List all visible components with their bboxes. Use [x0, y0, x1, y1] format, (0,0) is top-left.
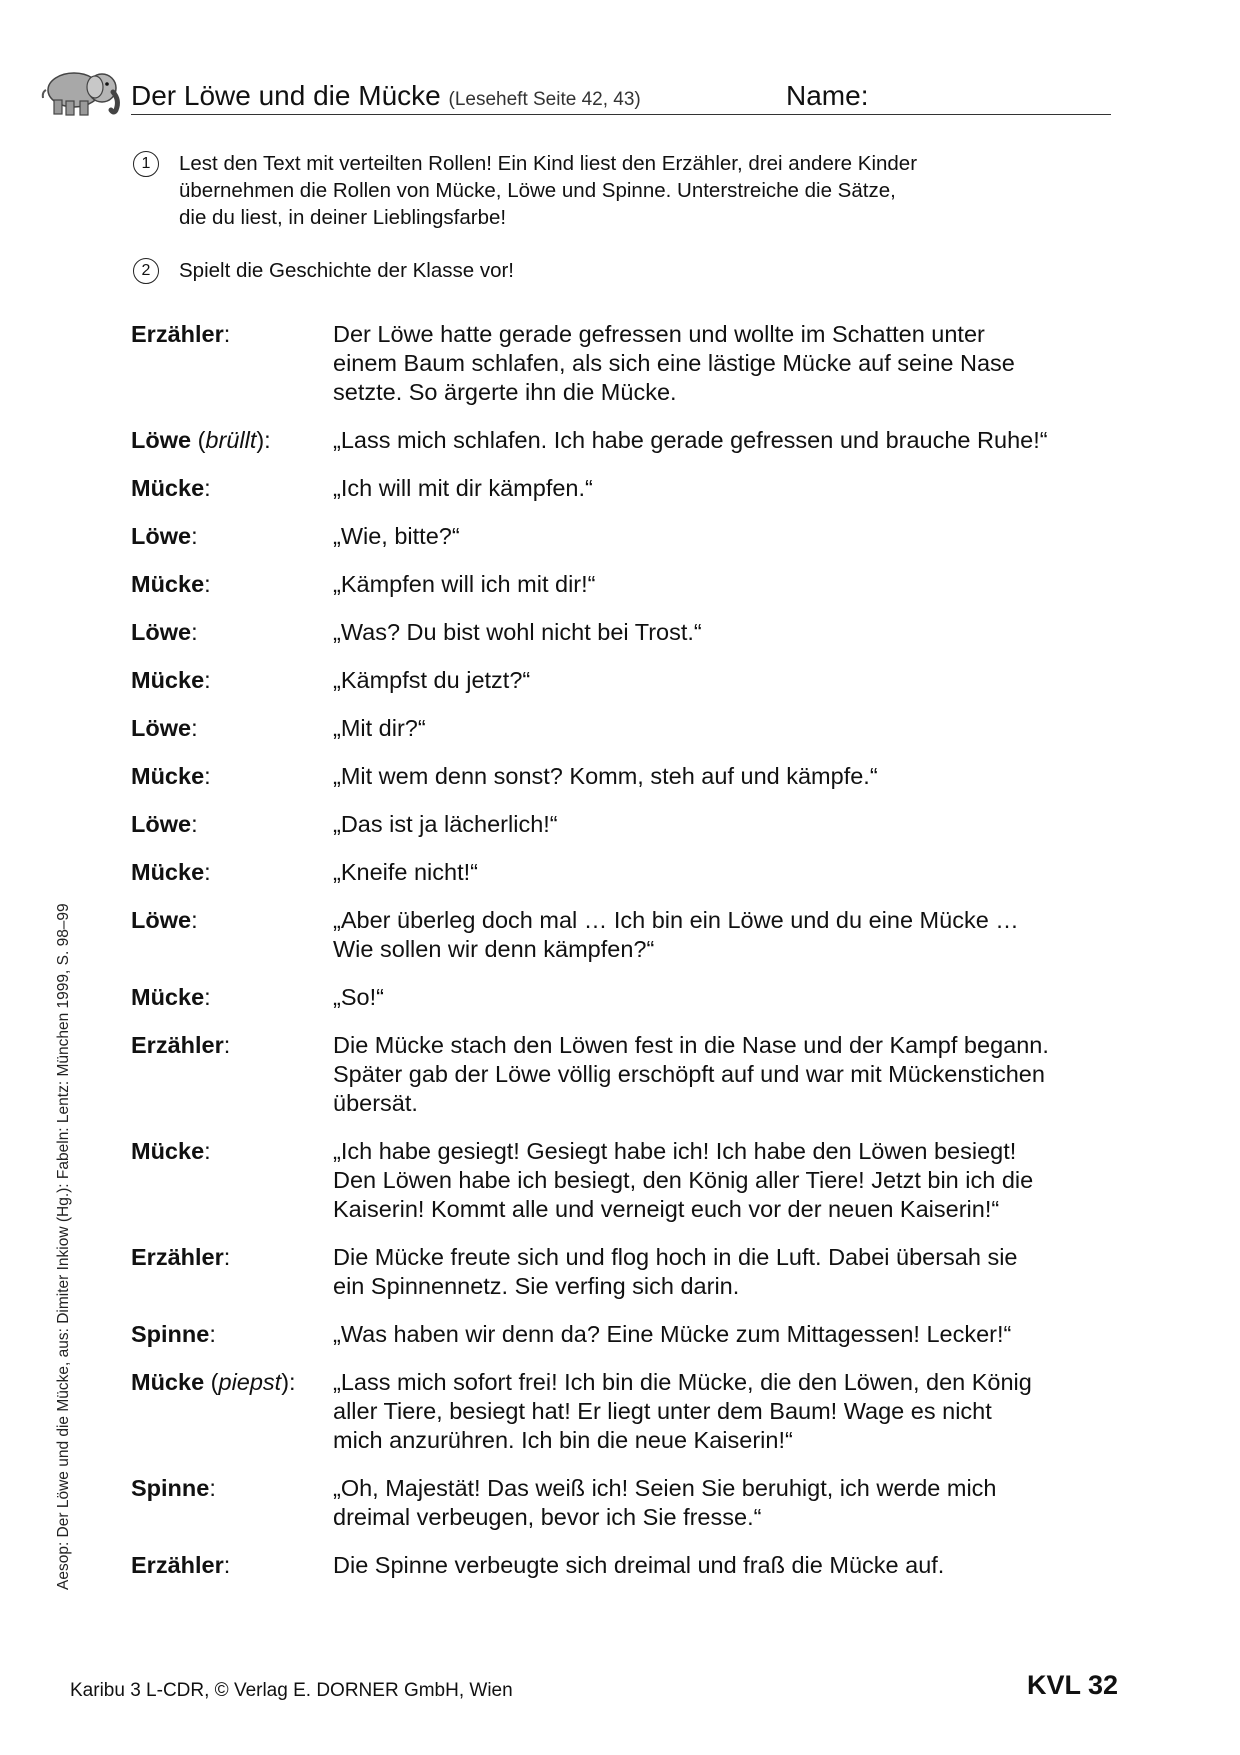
speaker-colon: :: [204, 475, 211, 501]
speaker-colon: :: [223, 1032, 231, 1058]
speech-line: Der Löwe hatte gerade gefressen und wollte im Schatten unter: [333, 321, 985, 347]
speaker-name: Löwe: [131, 427, 192, 453]
speaker-name: Mücke: [131, 475, 205, 501]
speech-line: „Mit wem denn sonst? Komm, steh auf und kämpfe.“: [333, 763, 878, 789]
speaker-name: Erzähler: [131, 1032, 224, 1058]
speaker-label: [131, 1474, 331, 1532]
speaker-label: [131, 522, 331, 551]
speech-line: Später gab der Löwe völlig erschöpft auf und war mit Mückenstichen: [333, 1061, 1045, 1087]
speaker-label: [131, 474, 331, 503]
speech-line: „Kämpfst du jetzt?“: [333, 667, 531, 693]
speaker-label: [131, 320, 331, 407]
speaker-name: Mücke: [131, 859, 205, 885]
speech-text: [331, 1474, 1121, 1532]
speech-text: [331, 762, 1121, 791]
dialog-row: [131, 810, 1121, 839]
speaker-name: Mücke: [131, 984, 205, 1010]
speech-text: [331, 810, 1121, 839]
dialog-row: [131, 1243, 1121, 1301]
speech-line: einem Baum schlafen, als sich eine lästige Mücke auf seine Nase: [333, 350, 1015, 376]
speaker-label: [131, 1320, 331, 1349]
task-1: [133, 150, 1033, 235]
dialog-row: [131, 1551, 1121, 1580]
elephant-logo-icon: [40, 62, 124, 118]
task-1-line: übernehmen die Rollen von Mücke, Löwe und Spinne. Unterstreiche die Sätze,: [179, 179, 896, 202]
task-number-2: 2: [133, 258, 159, 284]
speech-line: Wie sollen wir denn kämpfen?“: [333, 936, 655, 962]
speech-line: Die Mücke stach den Löwen fest in die Nase und der Kampf begann.: [333, 1032, 1049, 1058]
speaker-label: Mücke (piepst):: [131, 1369, 296, 1395]
dialog-row: [131, 1320, 1121, 1349]
task-1-line: Lest den Text mit verteilten Rollen! Ein Kind liest den Erzähler, drei andere Kinder: [179, 152, 918, 175]
speaker-colon: :: [223, 1244, 231, 1270]
speech-line: „Kneife nicht!“: [333, 859, 478, 885]
speech-line: mich anzurühren. Ich bin die neue Kaiserin!“: [333, 1427, 793, 1453]
speaker-colon: :: [191, 811, 198, 837]
speech-text: [331, 522, 1121, 551]
speaker-colon: :: [204, 984, 211, 1010]
speech-line: aller Tiere, besiegt hat! Er liegt unter dem Baum! Wage es nicht: [333, 1398, 992, 1424]
speech-line: „Kämpfen will ich mit dir!“: [333, 571, 596, 597]
header: [131, 80, 1111, 115]
speech-text: [331, 474, 1121, 503]
task-1-line: die du liest, in deiner Lieblingsfarbe!: [179, 206, 507, 229]
footer-publisher: Karibu 3 L-CDR, © Verlag E. DORNER GmbH, Wien: [70, 1680, 513, 1701]
source-citation: Aesop: Der Löwe und die Mücke, aus: Dimiter Inkiow (Hg.): Fabeln: Lentz: München 1999, S. 98–99: [55, 903, 72, 1590]
speaker-colon: :: [204, 763, 211, 789]
speech-line: „Ich habe gesiegt! Gesiegt habe ich! Ich habe den Löwen besiegt!: [333, 1138, 1017, 1164]
speaker-name: Löwe: [131, 619, 192, 645]
speech-line: ein Spinnennetz. Sie verfing sich darin.: [333, 1273, 740, 1299]
speech-line: „Ich will mit dir kämpfen.“: [333, 475, 593, 501]
speech-line: „Oh, Majestät! Das weiß ich! Seien Sie beruhigt, ich werde mich: [333, 1475, 997, 1501]
speaker-name: Spinne: [131, 1475, 210, 1501]
speaker-label: [131, 618, 331, 647]
speech-text: [331, 1551, 1121, 1580]
speaker-colon: :: [204, 1138, 211, 1164]
speaker-label: Löwe (brüllt):: [131, 427, 271, 453]
speech-line: „Mit dir?“: [333, 715, 426, 741]
speaker-label: [131, 1031, 331, 1118]
speech-line: „Was? Du bist wohl nicht bei Trost.“: [333, 619, 702, 645]
stage-direction: brüllt: [205, 427, 257, 453]
speech-line: „Lass mich schlafen. Ich habe gerade gefressen und brauche Ruhe!“: [333, 427, 1048, 453]
speaker-label: [131, 810, 331, 839]
dialog-row: [131, 906, 1121, 964]
speaker-label: [131, 666, 331, 695]
speech-text: [331, 1137, 1121, 1224]
speaker-colon: :: [191, 619, 198, 645]
speech-text: [331, 1368, 1121, 1455]
dialog-row: [131, 1474, 1121, 1532]
speaker-colon: :: [191, 715, 198, 741]
dialog-row: [131, 714, 1121, 743]
speech-line: dreimal verbeugen, bevor ich Sie fresse.“: [333, 1504, 762, 1530]
speech-line: „Lass mich sofort frei! Ich bin die Mücke, die den Löwen, den König: [333, 1369, 1032, 1395]
dialog-row: [131, 426, 1121, 455]
speaker-label: [131, 1551, 331, 1580]
speech-line: „So!“: [333, 984, 384, 1010]
page-title: [131, 80, 641, 112]
speaker-name: Löwe: [131, 523, 192, 549]
speech-text: [331, 1243, 1121, 1301]
speaker-name: Spinne: [131, 1321, 210, 1347]
dialog-row: [131, 666, 1121, 695]
speaker-name: Löwe: [131, 811, 192, 837]
speaker-name: Erzähler: [131, 1244, 224, 1270]
speaker-name: Löwe: [131, 715, 192, 741]
speech-text: [331, 1320, 1121, 1349]
speaker-label: [131, 762, 331, 791]
speaker-colon: :: [204, 667, 211, 693]
speech-line: Die Spinne verbeugte sich dreimal und fraß die Mücke auf.: [333, 1552, 945, 1578]
dialog-row: [131, 1031, 1121, 1118]
speech-line: „Das ist ja lächerlich!“: [333, 811, 558, 837]
speaker-name: Erzähler: [131, 321, 224, 347]
dialog-row: [131, 983, 1121, 1012]
dialog-row: [131, 618, 1121, 647]
speaker-label: [131, 1137, 331, 1224]
name-label: Name:: [786, 80, 869, 111]
speech-text: [331, 618, 1121, 647]
speech-text: [331, 858, 1121, 887]
task-text-2: [179, 257, 1039, 284]
speech-line: übersät.: [333, 1090, 418, 1116]
dialog-list: [131, 320, 1121, 1599]
dialog-row: [131, 570, 1121, 599]
speech-line: „Wie, bitte?“: [333, 523, 460, 549]
speech-line: „Aber überleg doch mal … Ich bin ein Löwe und du eine Mücke …: [333, 907, 1019, 933]
speaker-name: Mücke: [131, 763, 205, 789]
dialog-row: [131, 858, 1121, 887]
speech-line: Die Mücke freute sich und flog hoch in die Luft. Dabei übersah sie: [333, 1244, 1018, 1270]
speaker-label: [131, 714, 331, 743]
task-text-1: [179, 150, 1039, 231]
speaker-colon: :: [223, 1552, 231, 1578]
speaker-colon: :: [204, 859, 211, 885]
speaker-label: [131, 570, 331, 599]
speech-line: setzte. So ärgerte ihn die Mücke.: [333, 379, 677, 405]
speaker-name: Mücke: [131, 1369, 205, 1395]
speaker-colon: :: [204, 571, 211, 597]
dialog-row: [131, 1368, 1121, 1455]
speaker-colon: :: [209, 1475, 216, 1501]
task-2: [133, 257, 1033, 287]
speaker-colon: :: [191, 907, 198, 933]
speaker-label: [131, 983, 331, 1012]
speech-text: [331, 320, 1121, 407]
speaker-name: Löwe: [131, 907, 192, 933]
speaker-colon: :: [223, 321, 231, 347]
speaker-name: Mücke: [131, 1138, 205, 1164]
speaker-label: [131, 858, 331, 887]
speech-text: [331, 906, 1121, 964]
speaker-name: Mücke: [131, 667, 205, 693]
speech-text: [331, 1031, 1121, 1118]
speech-text: [331, 570, 1121, 599]
speech-line: Den Löwen habe ich besiegt, den König aller Tiere! Jetzt bin ich die: [333, 1167, 1034, 1193]
speech-line: Kaiserin! Kommt alle und verneigt euch vor der neuen Kaiserin!“: [333, 1196, 1000, 1222]
speech-line: „Was haben wir denn da? Eine Mücke zum Mittagessen! Lecker!“: [333, 1321, 1012, 1347]
speech-text: [331, 426, 1121, 455]
dialog-row: [131, 474, 1121, 503]
dialog-row: [131, 522, 1121, 551]
title-source: (Leseheft Seite 42, 43): [448, 89, 641, 110]
dialog-row: [131, 320, 1121, 407]
dialog-row: [131, 1137, 1121, 1224]
speaker-label: [131, 906, 331, 964]
task-number-1: 1: [133, 151, 159, 177]
title-text: Der Löwe und die Mücke: [131, 80, 441, 111]
speaker-name: Mücke: [131, 571, 205, 597]
speaker-colon: ):: [281, 1369, 296, 1395]
speech-text: [331, 983, 1121, 1012]
speaker-name: Erzähler: [131, 1552, 224, 1578]
speaker-colon: :: [191, 523, 198, 549]
task-2-line: Spielt die Geschichte der Klasse vor!: [179, 259, 514, 282]
stage-direction: piepst: [218, 1369, 282, 1395]
speaker-colon: ):: [256, 427, 271, 453]
footer-page-code: KVL 32: [1027, 1670, 1119, 1700]
speech-text: [331, 666, 1121, 695]
speaker-colon: :: [209, 1321, 216, 1347]
dialog-row: [131, 762, 1121, 791]
speech-text: [331, 714, 1121, 743]
speaker-label: [131, 1243, 331, 1301]
